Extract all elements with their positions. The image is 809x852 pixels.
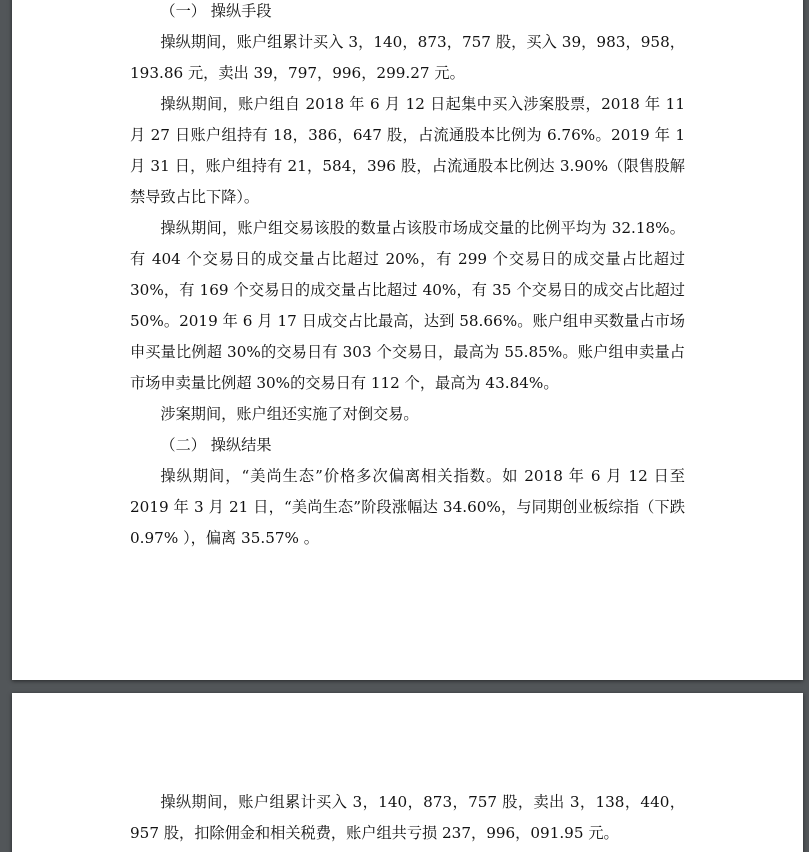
- page-2-text: [130, 787, 685, 849]
- section-heading-manipulation-results: （二） 操纵结果: [160, 436, 272, 454]
- paragraph-volume-ratio: 操纵期间，账户组交易该股的数量占该股市场成交量的比例平均为 32.18%。有 404 个交易日的成交量占比超过 20%，有 299 个交易日的成交量占比超过 30%，有 169 个交易日的成交量占比超过 40%，有 35 个交易日的成交占比超过 50%。2019 年 6 月 17 日成交占比最高，达到 58.66%。账户组申买数量占市场申买量比例超 30%的交易日有 303 个交易日，最高为 55.85%。账户组申卖量占市场申卖量比例超 30%的交易日有 112 个，最高为 43.84%。: [130, 219, 685, 392]
- paragraph-price-deviation: 操纵期间，“美尚生态”价格多次偏离相关指数。如 2018 年 6 月 12 日至 2019 年 3 月 21 日，“美尚生态”阶段涨幅达 34.60%，与同期创业板综指（下跌 0.97% ），偏离 35.57% 。: [130, 467, 685, 547]
- paragraph-wash-trades: 涉案期间，账户组还实施了对倒交易。: [160, 405, 419, 423]
- paragraph-holdings: 操纵期间，账户组自 2018 年 6 月 12 日起集中买入涉案股票，2018 年 11 月 27 日账户组持有 18，386，647 股，占流通股本比例为 6.76%。2019 年 1 月 31 日，账户组持有 21，584，396 股，占流通股本比例达 3.90%（限售股解禁导致占比下降）。: [130, 95, 685, 206]
- paragraph-total-trades: 操纵期间，账户组累计买入 3，140，873，757 股，买入 39，983，958，193.86 元，卖出 39，797，996，299.27 元。: [130, 33, 685, 82]
- document-page-2: [12, 693, 803, 852]
- page-1-text: [130, 0, 685, 554]
- section-heading-manipulation-means: （一） 操纵手段: [160, 2, 272, 20]
- document-page-1: [12, 0, 803, 680]
- paragraph-loss-summary: 操纵期间，账户组累计买入 3，140，873，757 股，卖出 3，138，440，957 股，扣除佣金和相关税费，账户组共亏损 237，996，091.95 元。: [130, 793, 685, 842]
